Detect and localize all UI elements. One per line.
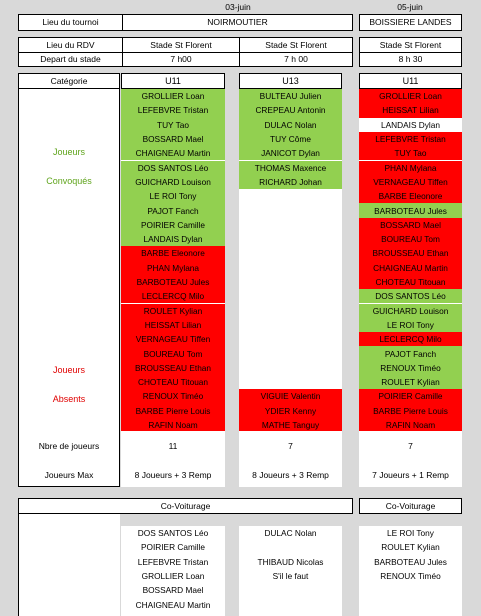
player-row: TUY Tao bbox=[121, 118, 225, 132]
player-row: TUY Côme bbox=[239, 132, 342, 146]
player-row: GUICHARD Louison bbox=[359, 304, 462, 318]
joueurs-convoques-label-1: Joueurs bbox=[52, 146, 86, 157]
players-col2 bbox=[239, 89, 342, 431]
nbre-joueurs-label: Nbre de joueurs bbox=[38, 440, 100, 451]
covoit-col1 bbox=[121, 526, 225, 616]
player-row: DULAC Nolan bbox=[239, 118, 342, 132]
joueurs-max-label: Joueurs Max bbox=[44, 469, 94, 480]
player-row: HEISSAT Lilian bbox=[359, 103, 462, 117]
player-row: PHAN Mylana bbox=[359, 161, 462, 175]
covoit-col3 bbox=[359, 526, 462, 616]
player-row: LE ROI Tony bbox=[359, 318, 462, 332]
counts-labels bbox=[18, 431, 120, 487]
player-row: BARBE Pierre Louis bbox=[359, 404, 462, 418]
player-row: BULTEAU Julien bbox=[239, 89, 342, 103]
covoit-entry: DOS SANTOS Léo bbox=[137, 528, 209, 539]
player-row: TUY Tao bbox=[359, 146, 462, 160]
rdv-depart-col3: 8 h 30 bbox=[398, 53, 423, 64]
player-row: GROLLIER Loan bbox=[359, 89, 462, 103]
rdv-depart-col2: 7 h 00 bbox=[284, 53, 308, 64]
player-row: BOUREAU Tom bbox=[121, 346, 225, 360]
players-col1 bbox=[121, 89, 225, 431]
player-row: PAJOT Fanch bbox=[359, 346, 462, 360]
player-row: PHAN Mylana bbox=[121, 261, 225, 275]
covoit-entry bbox=[239, 540, 342, 554]
player-row: LANDAIS Dylan bbox=[121, 232, 225, 246]
covoiturage-header-right bbox=[359, 498, 462, 514]
player-row: JANICOT Dylan bbox=[239, 146, 342, 160]
tournoi-boissiere bbox=[359, 14, 462, 31]
covoit-col2 bbox=[239, 526, 342, 616]
counts-col2 bbox=[239, 431, 342, 487]
labels-column bbox=[18, 89, 120, 431]
covoiturage-title-right: Co-Voiturage bbox=[385, 500, 436, 511]
covoit-entry: RENOUX Timéo bbox=[380, 571, 441, 582]
player-row: THOMAS Maxence bbox=[239, 161, 342, 175]
rdv-depart-label: Depart du stade bbox=[40, 53, 101, 64]
categorie-left bbox=[18, 73, 120, 89]
player-row: BROUSSEAU Ethan bbox=[121, 361, 225, 375]
max-col3: 7 Joueurs + 1 Remp bbox=[372, 469, 449, 480]
player-row: RENOUX Timéo bbox=[359, 361, 462, 375]
player-row: CREPEAU Antonin bbox=[239, 103, 342, 117]
player-row: RICHARD Johan bbox=[239, 175, 342, 189]
player-row: POIRIER Camille bbox=[121, 218, 225, 232]
date-boissiere: 05-juin bbox=[397, 2, 423, 13]
rdv-lieu-label: Lieu du RDV bbox=[46, 39, 95, 50]
covoit-entry: DULAC Nolan bbox=[264, 528, 317, 539]
player-row: PAJOT Fanch bbox=[121, 203, 225, 217]
player-row: CHAIGNEAU Martin bbox=[359, 261, 462, 275]
player-row: LEFEBVRE Tristan bbox=[359, 132, 462, 146]
rdv-lieu-col2: Stade St Florent bbox=[265, 39, 327, 50]
categorie-col2-box bbox=[239, 73, 342, 89]
covoiturage-header-left bbox=[18, 498, 353, 514]
covoit-entry: LEFEBVRE Tristan bbox=[137, 556, 209, 567]
covoit-entry: LE ROI Tony bbox=[387, 528, 434, 539]
tournoi-label bbox=[18, 14, 353, 31]
player-row: RAFIN Noam bbox=[121, 418, 225, 431]
player-row: ROULET Kylian bbox=[359, 375, 462, 389]
player-row: GUICHARD Louison bbox=[121, 175, 225, 189]
date-noirmoutier: 03-juin bbox=[225, 2, 251, 13]
player-row: DOS SANTOS Léo bbox=[359, 289, 462, 303]
rdv-block-right bbox=[359, 37, 462, 67]
player-row: CHOTEAU Titouan bbox=[121, 375, 225, 389]
covoit-entry: BOSSARD Mael bbox=[142, 585, 204, 596]
categorie-label: Catégorie bbox=[50, 75, 88, 86]
player-row: DOS SANTOS Léo bbox=[121, 161, 225, 175]
player-row: BARBE Eleonore bbox=[121, 246, 225, 260]
player-row: VIGUIE Valentin bbox=[239, 389, 342, 403]
categorie-col3: U11 bbox=[402, 75, 419, 86]
player-row: BARBOTEAU Jules bbox=[359, 203, 462, 217]
players-col3 bbox=[359, 89, 462, 431]
player-row: LECLERCQ Milo bbox=[359, 332, 462, 346]
covoit-blank-left bbox=[18, 514, 120, 616]
categorie-col3-box bbox=[359, 73, 462, 89]
player-row: BARBOTEAU Jules bbox=[121, 275, 225, 289]
covoit-entry: POIRIER Camille bbox=[140, 542, 206, 553]
player-row: CHOTEAU Titouan bbox=[359, 275, 462, 289]
player-row: LE ROI Tony bbox=[121, 189, 225, 203]
player-row: POIRIER Camille bbox=[359, 389, 462, 403]
player-row: BROUSSEAU Ethan bbox=[359, 246, 462, 260]
covoiturage-title-left: Co-Voiturage bbox=[160, 500, 211, 511]
player-row: BARBE Eleonore bbox=[359, 189, 462, 203]
player-row: BOUREAU Tom bbox=[359, 232, 462, 246]
player-row: LANDAIS Dylan bbox=[359, 118, 462, 132]
max-col2: 8 Joueurs + 3 Remp bbox=[252, 469, 329, 480]
rdv-lieu-col3: Stade St Florent bbox=[379, 39, 442, 50]
joueurs-absents-label-2: Absents bbox=[52, 393, 86, 404]
player-row: BOSSARD Mael bbox=[121, 132, 225, 146]
player-row: BARBE Pierre Louis bbox=[121, 404, 225, 418]
player-row: BOSSARD Mael bbox=[359, 218, 462, 232]
player-row: HEISSAT Lilian bbox=[121, 318, 225, 332]
nbre-col3: 7 bbox=[408, 440, 413, 451]
player-row: RENOUX Timéo bbox=[121, 389, 225, 403]
covoit-entry: THIBAUD Nicolas bbox=[257, 556, 324, 567]
counts-col1 bbox=[121, 431, 225, 487]
counts-col3 bbox=[359, 431, 462, 487]
player-row: RAFIN Noam bbox=[359, 418, 462, 431]
categorie-col1-box bbox=[121, 73, 225, 89]
player-row: YDIER Kenny bbox=[239, 404, 342, 418]
tournoi-noirmoutier: NOIRMOUTIER bbox=[207, 17, 268, 28]
rdv-lieu-col1: Stade St Florent bbox=[150, 39, 212, 50]
player-row: ROULET Kylian bbox=[121, 304, 225, 318]
player-row: CHAIGNEAU Martin bbox=[121, 146, 225, 160]
covoit-entry: ROULET Kylian bbox=[381, 542, 440, 553]
categorie-col1: U11 bbox=[165, 75, 181, 86]
nbre-col2: 7 bbox=[288, 440, 293, 451]
covoit-entry: GROLLIER Loan bbox=[141, 571, 205, 582]
player-row: LEFEBVRE Tristan bbox=[121, 103, 225, 117]
tournoi-boissiere-text: BOISSIERE LANDES bbox=[369, 17, 452, 28]
player-row: VERNAGEAU Tiffen bbox=[121, 332, 225, 346]
rdv-block-left bbox=[18, 37, 353, 67]
covoit-entry: S'il le faut bbox=[272, 571, 309, 582]
joueurs-absents-label-1: Joueurs bbox=[52, 364, 86, 375]
categorie-col2: U13 bbox=[282, 75, 299, 86]
player-row: VERNAGEAU Tiffen bbox=[359, 175, 462, 189]
tournoi-label-text: Lieu du tournoi bbox=[42, 17, 99, 28]
nbre-col1: 11 bbox=[168, 440, 178, 451]
rdv-depart-col1: 7 h00 bbox=[170, 53, 192, 64]
covoit-entry: BARBOTEAU Jules bbox=[374, 556, 447, 567]
joueurs-convoques-label-2: Convoqués bbox=[46, 175, 92, 186]
covoit-entry: CHAIGNEAU Martin bbox=[135, 599, 211, 610]
player-row: GROLLIER Loan bbox=[121, 89, 225, 103]
max-col1: 8 Joueurs + 3 Remp bbox=[134, 469, 212, 480]
player-row: LECLERCQ Milo bbox=[121, 289, 225, 303]
player-row: MATHE Tanguy bbox=[239, 418, 342, 431]
